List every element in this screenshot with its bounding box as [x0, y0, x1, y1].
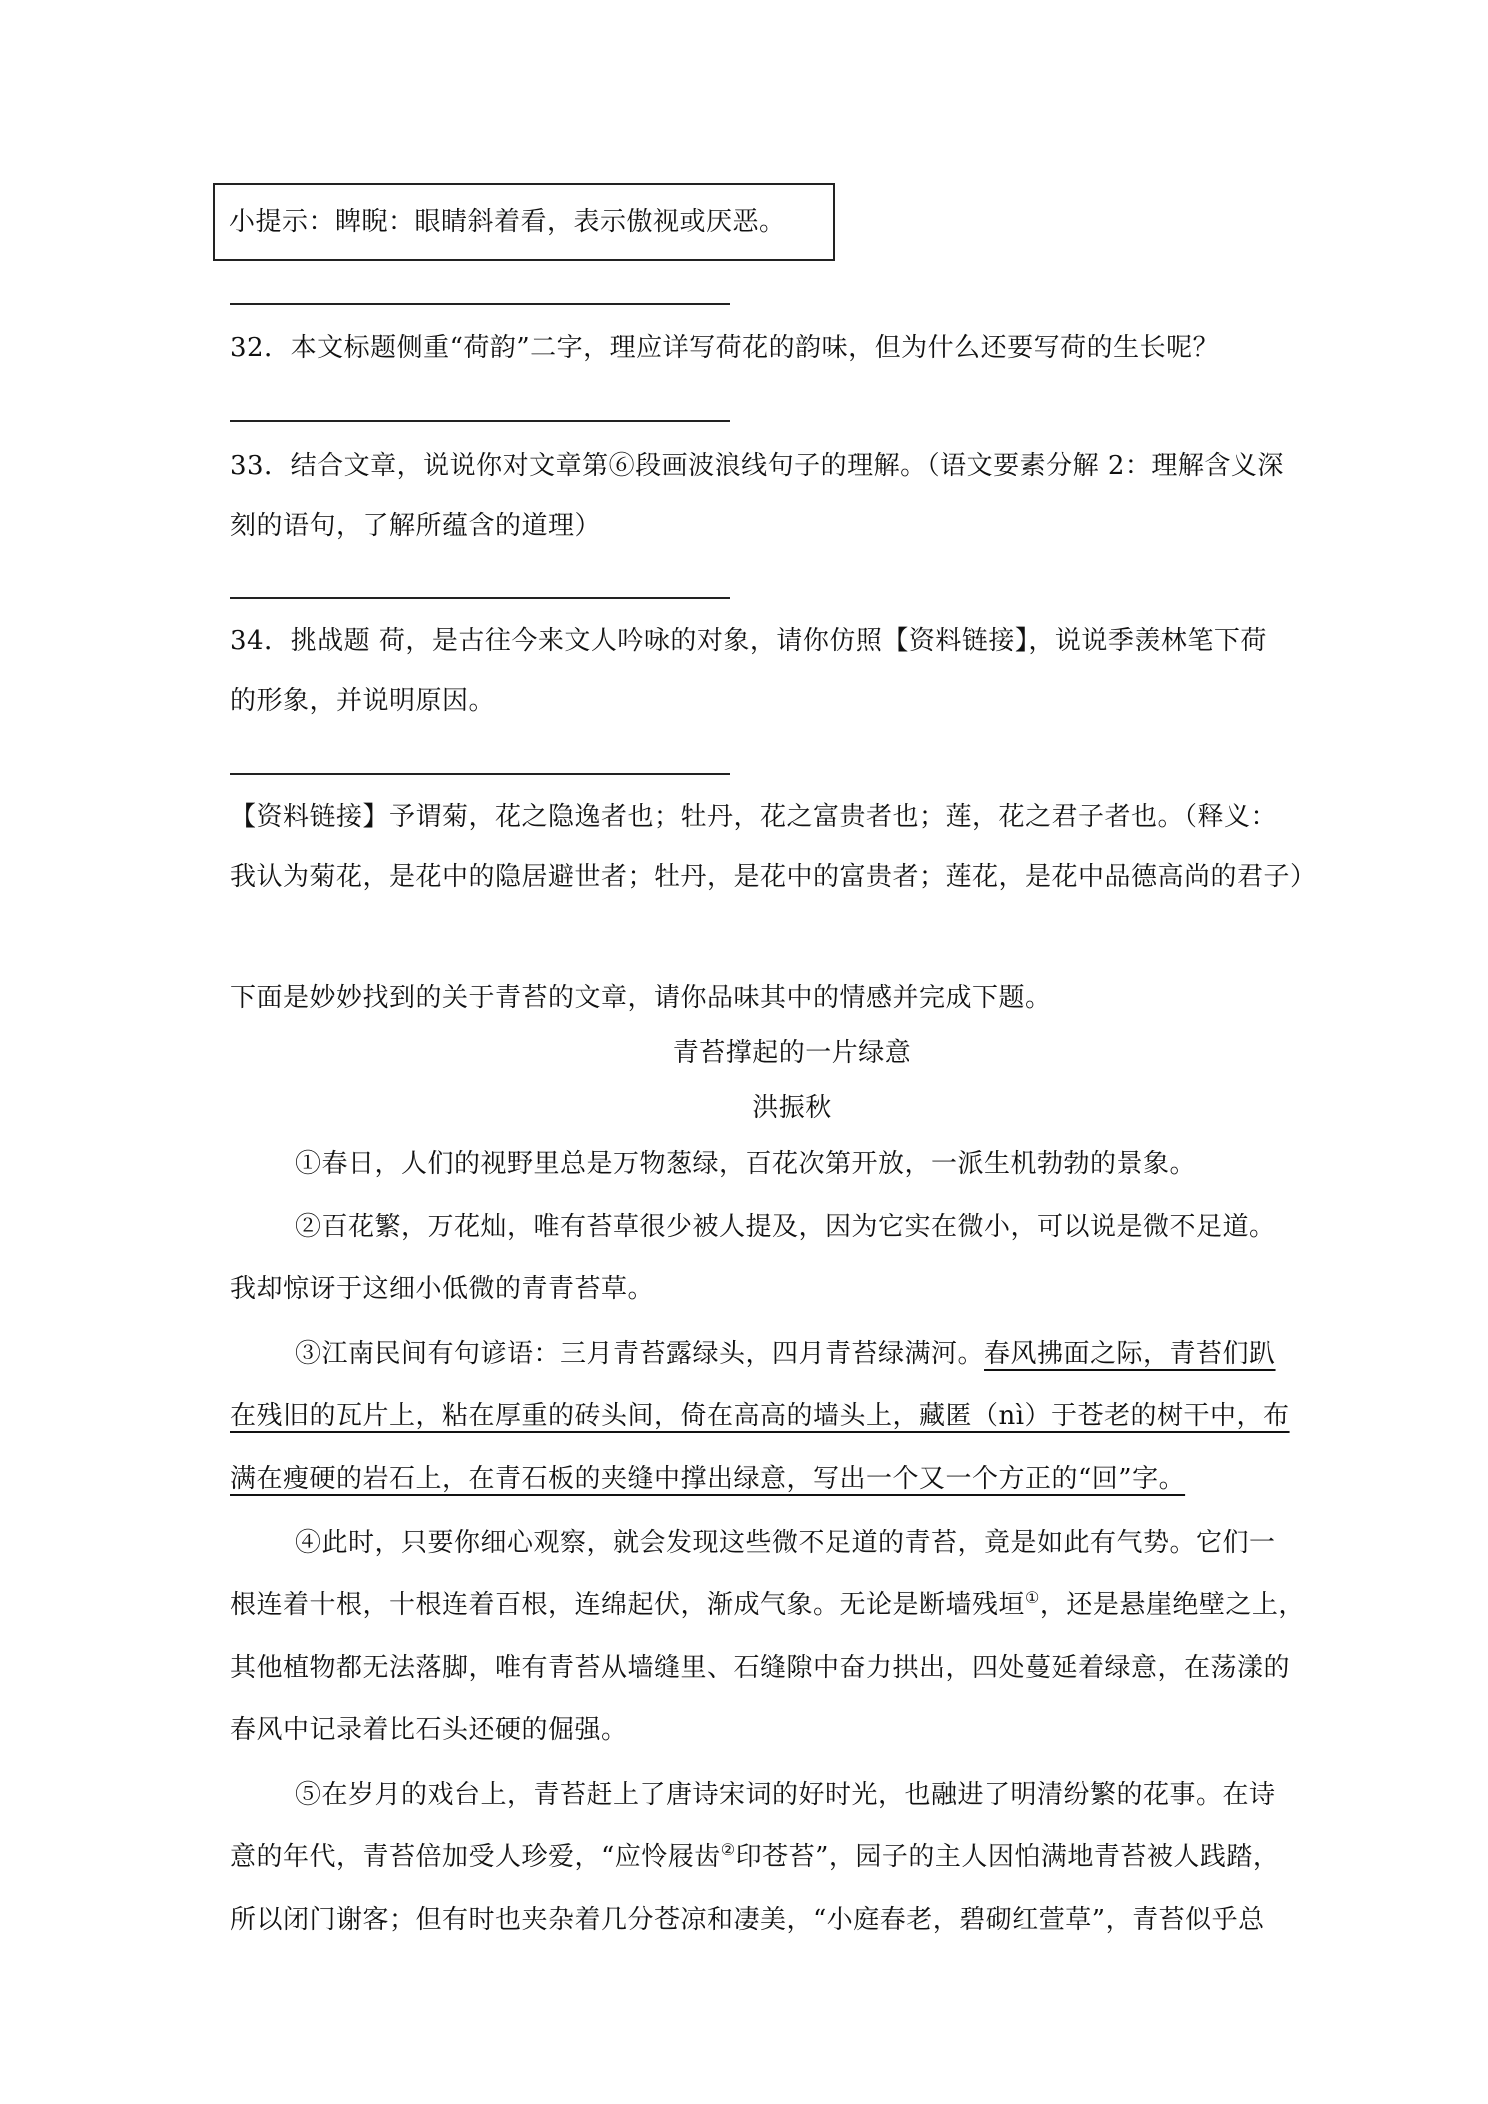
question-33-line1: 33．结合文章，说说你对文章第⑥段画波浪线句子的理解。（语文要素分解 2：理解含义深	[230, 451, 1284, 481]
passage-intro: 下面是妙妙找到的关于青苔的文章，请你品味其中的情感并完成下题。	[230, 983, 1052, 1013]
question-34-line2: 的形象，并说明原因。	[230, 686, 496, 716]
article-author: 洪振秋	[752, 1093, 832, 1123]
paragraph-1: ①春日，人们的视野里总是万物葱绿，百花次第开放，一派生机勃勃的景象。	[295, 1149, 1197, 1179]
footnote-marker-2: ②	[720, 1840, 736, 1859]
answer-line-31[interactable]	[230, 303, 730, 305]
proverb-text: ③江南民间有句谚语：三月青苔露绿头，四月青苔绿满河。	[295, 1339, 985, 1369]
p4-text-a: 根连着十根，十根连着百根，连绵起伏，渐成气象。无论是断墙残垣	[230, 1590, 1026, 1620]
tip-box	[213, 183, 835, 261]
question-34-line1: 34．挑战题 荷，是古往今来文人吟咏的对象，请你仿照【资料链接】，说说季羡林笔下荷	[230, 626, 1267, 656]
paragraph-5-line1: ⑤在岁月的戏台上，青苔赶上了唐诗宋词的好时光，也融进了明清纷繁的花事。在诗	[295, 1780, 1276, 1810]
p5-text-a: 意的年代，青苔倍加受人珍爱，“应怜屐齿	[230, 1842, 721, 1872]
paragraph-3-line1	[295, 1334, 1276, 1374]
footnote-marker-1: ①	[1025, 1588, 1040, 1607]
paragraph-4-line3: 其他植物都无法落脚，唯有青苔从墙缝里、石缝隙中奋力拱出，四处蔓延着绿意，在荡漾的	[230, 1653, 1291, 1683]
article-title: 青苔撑起的一片绿意	[672, 1038, 912, 1068]
answer-line-32[interactable]	[230, 420, 730, 422]
resource-link-line1: 【资料链接】予谓菊，花之隐逸者也；牡丹，花之富贵者也；莲，花之君子者也。（释义：	[230, 802, 1278, 832]
question-32: 32．本文标题侧重“荷韵”二字，理应详写荷花的韵味，但为什么还要写荷的生长呢？	[230, 333, 1220, 363]
paragraph-4-line2	[230, 1585, 1305, 1625]
paragraph-5-line3: 所以闭门谢客；但有时也夹杂着几分苍凉和凄美，“小庭春老，碧砌红萱草”，青苔似乎总	[230, 1905, 1265, 1935]
answer-line-34[interactable]	[230, 773, 730, 775]
tip-text: 小提示：睥睨：眼睛斜着看，表示傲视或厌恶。	[229, 207, 786, 237]
paragraph-2-line1: ②百花繁，万花灿，唯有苔草很少被人提及，因为它实在微小，可以说是微不足道。	[295, 1212, 1276, 1242]
answer-line-33[interactable]	[230, 597, 730, 599]
paragraph-2-line2: 我却惊讶于这细小低微的青青苔草。	[230, 1274, 655, 1304]
paragraph-3-line3: 满在瘦硬的岩石上，在青石板的夹缝中撑出绿意，写出一个又一个方正的“回”字。	[230, 1464, 1186, 1494]
paragraph-3-line2: 在残旧的瓦片上，粘在厚重的砖头间，倚在高高的墙头上，藏匿（nì）于苍老的树干中，布	[230, 1401, 1290, 1431]
paragraph-4-line1: ④此时，只要你细心观察，就会发现这些微不足道的青苔，竟是如此有气势。它们一	[295, 1528, 1276, 1558]
underlined-sentence-part1: 春风拂面之际，青苔们趴	[984, 1339, 1276, 1369]
question-33-line2: 刻的语句，了解所蕴含的道理）	[230, 511, 602, 541]
p4-text-b: ，还是悬崖绝壁之上，	[1039, 1590, 1305, 1620]
resource-link-line2: 我认为菊花，是花中的隐居避世者；牡丹，是花中的富贵者；莲花，是花中品德高尚的君子）	[230, 862, 1317, 892]
p5-text-b: 印苍苔”，园子的主人因怕满地青苔被人践踏，	[735, 1842, 1280, 1872]
paragraph-5-line2	[230, 1837, 1279, 1877]
paragraph-4-line4: 春风中记录着比石头还硬的倔强。	[230, 1715, 628, 1745]
